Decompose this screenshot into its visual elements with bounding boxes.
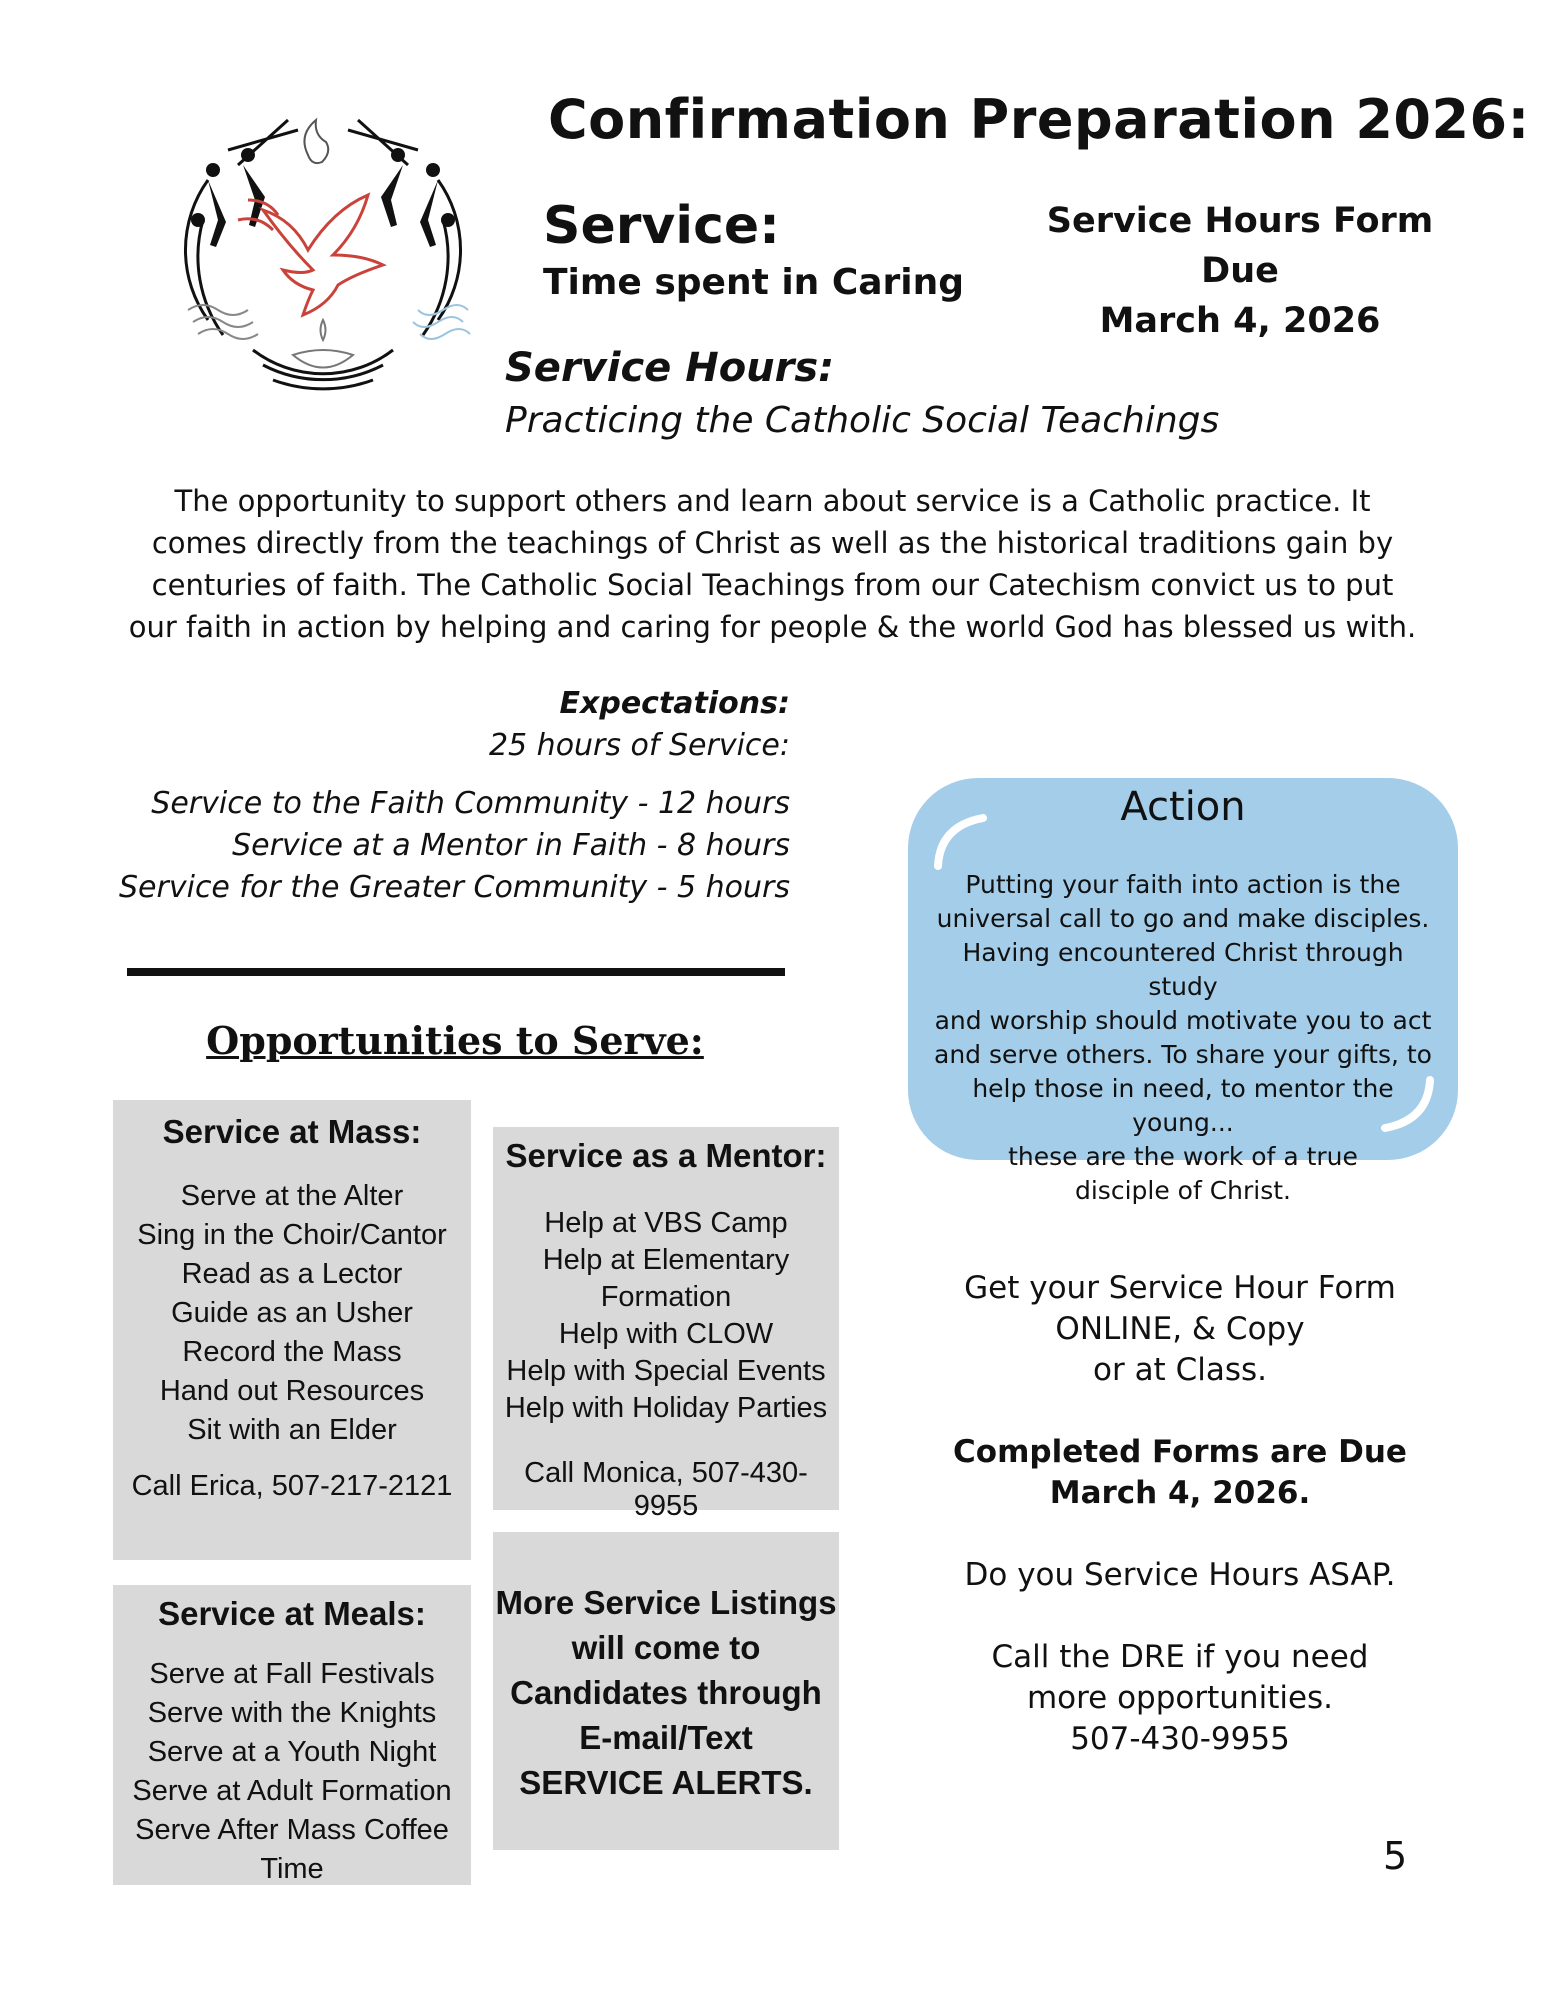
quote-mark-icon <box>1380 1070 1440 1140</box>
list-item: Serve with the Knights <box>147 1697 437 1729</box>
list-item: Serve at a Youth Night <box>147 1736 437 1768</box>
due-line-2: March 4, 2026 <box>1099 301 1381 341</box>
list-item: Help at Elementary Formation <box>542 1244 790 1313</box>
action-body <box>908 830 1458 1208</box>
list-item: Help at VBS Camp <box>544 1207 788 1239</box>
flame-icon <box>304 120 328 163</box>
dre-phone: 507-430-9955 <box>1070 1721 1290 1757</box>
mentor-heading: Service as a Mentor: <box>505 1137 827 1174</box>
due-line: March 4, 2026. <box>1049 1475 1311 1511</box>
action-callout <box>908 778 1458 1205</box>
list-item: Serve at the Alter <box>180 1180 404 1212</box>
expectations <box>100 683 790 909</box>
more-line: will come to <box>571 1629 761 1666</box>
oil-lamp-icon <box>293 320 353 368</box>
call-line: Call the DRE if you need <box>991 1639 1369 1675</box>
mentor-contact: Call Monica, 507-430-9955 <box>524 1457 808 1522</box>
page-title: Confirmation Preparation 2026: <box>548 88 1530 151</box>
list-item: Help with CLOW <box>558 1318 774 1350</box>
list-item: Guide as an Usher <box>171 1297 413 1329</box>
intro-line: centuries of faith. The Catholic Social Teachings from our Catechism convict us to put <box>151 568 1394 602</box>
action-line: these are the work of a true <box>1008 1142 1358 1171</box>
asap-line: Do you Service Hours ASAP. <box>964 1557 1396 1593</box>
due-line-1: Service Hours Form Due <box>1046 201 1434 291</box>
list-item: Serve at Fall Festivals <box>149 1658 435 1690</box>
page-number: 5 <box>1383 1834 1408 1878</box>
action-heading: Action <box>1120 784 1246 830</box>
dove-icon <box>238 195 383 315</box>
action-line: and worship should motivate you to act <box>934 1006 1432 1035</box>
form-line: Get your Service Hour Form <box>964 1270 1396 1306</box>
list-item: Read as a Lector <box>181 1258 403 1290</box>
list-item: Serve at Adult Formation <box>132 1775 452 1807</box>
more-listings-box <box>493 1532 839 1850</box>
form-info <box>950 1268 1410 1801</box>
service-hours-subheading: Practicing the Catholic Social Teachings <box>505 400 1220 441</box>
form-due-notice <box>1020 196 1460 346</box>
quote-mark-icon <box>928 806 988 876</box>
action-line: universal call to go and make disciples. <box>936 904 1430 933</box>
list-item: Sing in the Choir/Cantor <box>137 1219 447 1251</box>
more-line: E-mail/Text <box>579 1719 753 1756</box>
meals-service-box <box>113 1585 471 1885</box>
form-line: ONLINE, & Copy <box>1055 1311 1305 1347</box>
more-line: More Service Listings <box>495 1584 837 1621</box>
mentor-service-box <box>493 1127 839 1522</box>
mass-contact: Call Erica, 507-217-2121 <box>131 1470 453 1502</box>
list-item: Serve After Mass Coffee Time <box>135 1814 449 1885</box>
action-line: help those in need, to mentor the young... <box>972 1074 1394 1137</box>
service-subtitle: Time spent in Caring <box>543 262 965 303</box>
intro-line: our faith in action by helping and caring for people & the world God has blessed us with. <box>128 610 1417 644</box>
more-line: Candidates through <box>510 1674 822 1711</box>
action-line: Putting your faith into action is the <box>965 870 1401 899</box>
mass-service-box <box>113 1100 471 1560</box>
intro-line: The opportunity to support others and learn about service is a Catholic practice. It <box>174 484 1371 518</box>
service-heading: Service: <box>543 196 780 256</box>
due-line: Completed Forms are Due <box>953 1434 1407 1470</box>
opportunities-heading: Opportunities to Serve: <box>206 1018 704 1063</box>
intro-line: comes directly from the teachings of Christ as well as the historical traditions gain by <box>151 526 1394 560</box>
expectation-item: Service at a Mentor in Faith - 8 hours <box>232 828 790 863</box>
list-item: Help with Holiday Parties <box>504 1392 828 1424</box>
action-line: disciple of Christ. <box>1074 1176 1291 1205</box>
call-line: more opportunities. <box>1026 1680 1334 1716</box>
action-line: Having encountered Christ through study <box>962 938 1404 1001</box>
list-item: Help with Special Events <box>506 1355 826 1387</box>
action-line: and serve others. To share your gifts, to <box>934 1040 1432 1069</box>
form-line: or at Class. <box>1093 1352 1267 1388</box>
intro-paragraph <box>110 480 1435 648</box>
expectation-item: Service to the Faith Community - 12 hours <box>151 786 790 821</box>
divider <box>127 968 785 976</box>
meals-heading: Service at Meals: <box>158 1595 426 1632</box>
list-item: Hand out Resources <box>159 1375 425 1407</box>
more-line: SERVICE ALERTS. <box>519 1764 813 1801</box>
list-item: Record the Mass <box>182 1336 402 1368</box>
mass-heading: Service at Mass: <box>162 1113 422 1150</box>
expectation-item: Service for the Greater Community - 5 hours <box>119 870 790 905</box>
service-hours-heading: Service Hours: <box>505 345 835 391</box>
confirmation-logo-icon <box>168 110 478 400</box>
expectations-heading: Expectations: <box>559 686 790 721</box>
expectations-total: 25 hours of Service: <box>488 728 790 763</box>
list-item: Sit with an Elder <box>187 1414 397 1446</box>
